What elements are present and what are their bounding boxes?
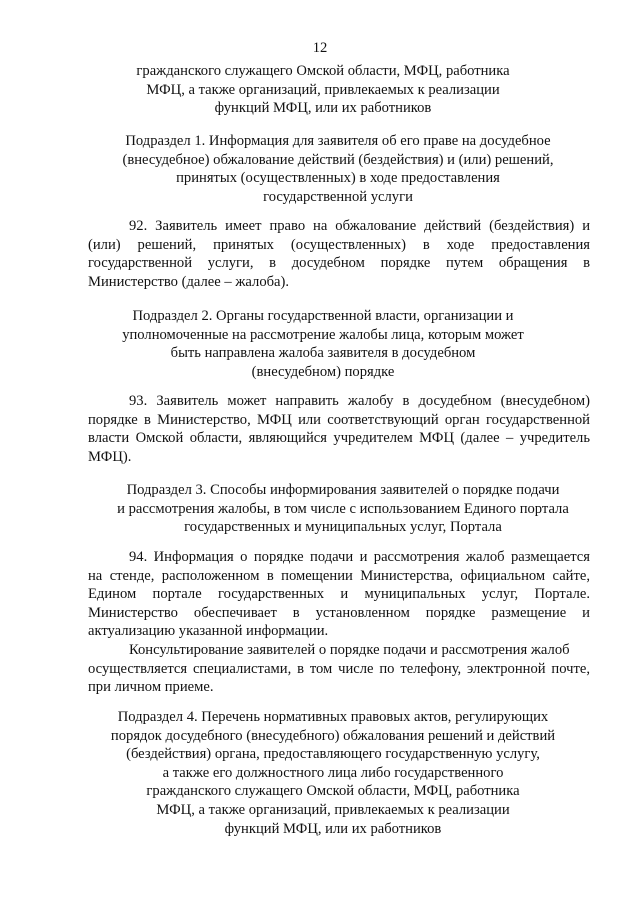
text-line: Подраздел 2. Органы государственной власти, организации и: [132, 308, 514, 324]
text-line: порядке в Министерство, МФЦ или соответствующий орган государственной: [88, 411, 590, 428]
text-line: (внесудебном) порядке: [251, 363, 395, 380]
text-line: государственных и муниципальных услуг, Портала: [184, 519, 502, 536]
paragraph-92: [88, 217, 590, 291]
text-line: осуществляется специалистами, в том числе по телефону, электронной почте,: [88, 660, 590, 677]
text-line: государственной услуги, в досудебном порядке путем обращения в: [88, 255, 590, 272]
text-line: (внесудебное) обжалование действий (бездействия) и (или) решений,: [122, 151, 554, 168]
page-number: 12: [312, 40, 328, 56]
subsection-2-heading: [88, 307, 558, 381]
text-line: быть направлена жалоба заявителя в досудебном: [170, 345, 476, 362]
text-line: Министерство обеспечивает в установленном порядке размещение и: [88, 604, 590, 621]
subsection-3-heading: [98, 481, 588, 537]
text-line: и рассмотрения жалобы, в том числе с использованием Единого портала: [117, 500, 569, 517]
text-line: МФЦ).: [88, 448, 132, 465]
paragraph-93: [88, 392, 590, 466]
text-line: 92. Заявитель имеет право на обжалование действий (бездействия) и: [129, 218, 590, 234]
subsection-4-heading: [98, 708, 568, 838]
text-line: МФЦ, а также организаций, привлекаемых к реализации: [156, 801, 510, 818]
text-line: (бездействия) органа, предоставляющего государственную услугу,: [126, 746, 540, 763]
text-line: (или) решений, принятых (осуществленных) в ходе предоставления: [88, 236, 590, 253]
text-line: порядок досудебного (внесудебного) обжалования решений и действий: [110, 727, 556, 744]
header-continuation: [88, 62, 558, 118]
text-line: а также его должностного лица либо государственного: [162, 764, 504, 781]
text-line: принятых (осуществленных) в ходе предоставления: [176, 170, 500, 187]
text-line: актуализацию указанной информации.: [88, 623, 329, 640]
text-line: Министерство (далее – жалоба).: [88, 273, 290, 290]
text-line: власти Омской области, являющийся учредителем МФЦ (далее – учредитель: [88, 430, 590, 447]
text-line: Подраздел 4. Перечень нормативных правовых актов, регулирующих: [117, 709, 549, 725]
text-line: при личном приеме.: [88, 679, 214, 696]
text-line: функций МФЦ, или их работников: [214, 100, 432, 117]
text-line: Подраздел 1. Информация для заявителя об его праве на досудебное: [125, 133, 551, 149]
text-line: 93. Заявитель может направить жалобу в досудебном (внесудебном): [129, 393, 590, 409]
text-line: Подраздел 3. Способы информирования заявителей о порядке подачи: [126, 482, 560, 498]
subsection-1-heading: [98, 132, 578, 206]
text-line: государственной услуги: [263, 188, 413, 205]
text-line: 94. Информация о порядке подачи и рассмотрения жалоб размещается: [129, 549, 590, 565]
text-line: функций МФЦ, или их работников: [224, 820, 442, 837]
text-line: на стенде, расположенном в помещении Министерства, официальном сайте,: [88, 567, 590, 584]
text-line: уполномоченные на рассмотрение жалобы лица, которым может: [122, 326, 524, 343]
text-line: Консультирование заявителей о порядке подачи и рассмотрения жалоб: [129, 641, 570, 658]
paragraph-94: [88, 548, 590, 697]
text-line: гражданского служащего Омской области, МФЦ, работника: [146, 783, 520, 800]
text-line: Едином портале государственных и муниципальных услуг, Портале.: [88, 586, 590, 603]
text-line: МФЦ, а также организаций, привлекаемых к реализации: [146, 81, 500, 98]
text-line: гражданского служащего Омской области, МФЦ, работника: [136, 63, 510, 79]
